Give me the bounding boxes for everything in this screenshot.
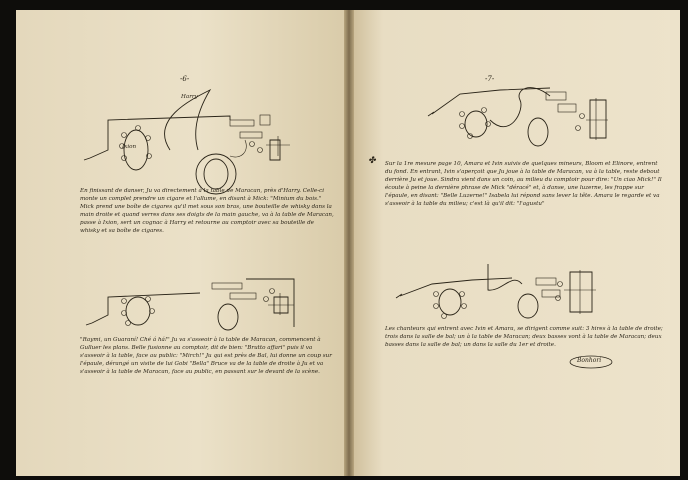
- stage-diagram-top-left: [80, 90, 330, 185]
- stage-diagram-bottom-left: [80, 275, 330, 335]
- left-page-number: -6-: [180, 75, 190, 83]
- left-paragraph-1: En finissant de danser, Ju va directement à la table de Maracan, près d'Harry. Celle-ci monte un complet prendre un cigare et l'allume, en disant à Mick: "Minium du bois." Mick prend une boîte de cigares qu'il met sous son bras, une bouteille de whisky dans la main droite et quand verres dans ses doigts de la main gauche, va à la table de Maracan, passe à Ixion, sert un cognac à Harry et retourne au comptoir avec sa bouteille de whisky et sa boîte de cigares.: [80, 188, 334, 234]
- margin-mark: ✤: [368, 156, 376, 166]
- right-page-number: -7-: [485, 75, 495, 83]
- stage-diagram-bottom-right: [392, 262, 612, 322]
- label-harry: Harry: [181, 94, 198, 100]
- book-gutter: [344, 10, 354, 476]
- stamp-text: Bonhori: [577, 357, 602, 364]
- stage-diagram-top-right: [420, 80, 610, 160]
- left-paragraph-2: "Raymi, un Guaraní! Ché á há!" Ju va s'asseoir à la table de Maracan, commencent à Gulluer les plans. Belle fusionne au comptoir, dit de bien: "Brutto affari" puis il va s'asseoir à la table, face au public: "Mirch!" Ju qui est près de Bal, lui donne un coup sur l'épaule, dérangé un visite de lui Gobi "Bella" Bruce va de la table de droite à Ju et va s'asseoir à la table de Maracan, face au public, en passant sur le devant de la scène.: [80, 337, 332, 375]
- right-paragraph-2: Les chanteurs qui entrent avec Ivin et Amara, se dirigent comme suit: 3 hires à la table de droite; trois dans la salle de bal; un à la table de Maracan; deux basses vont à la table de Maracan; deux basses dans la salle de bal; un dans la salle du 1er et droite.: [385, 326, 663, 348]
- right-paragraph-1: Sur la 1re mesure page 10, Amara et Ivin suivis de quelques mineurs, Bloom et Elinore, entrent du fond. En entrant, Ivin s'aperçoit que Ju joue à la table de Maracan, va à la table, reste debout derrière Ju et joue. Sindra vient dans un coin, au milieu du comptoir pour dire: "Un ciao Mick!" Il écoute à peine la dernière phrase de Mick "déracé" et, à danse, une luzerne, les frappe sur l'épaule, en disant: "Belle Luzerne!" Isabela lui répond sans lever la tête. Amara le regarde et va s'asseoir à la table du milieu; c'est là qu'il dit: "l'agustu": [385, 161, 662, 207]
- label-ixion: Ixion: [122, 144, 137, 150]
